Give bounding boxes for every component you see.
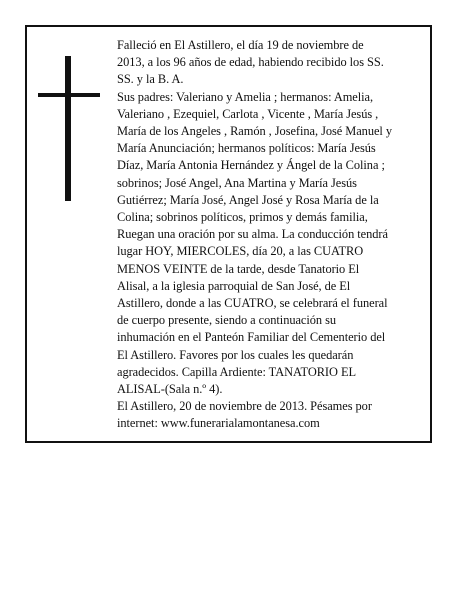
notice-line: internet: www.funerarialamontanesa.com (117, 416, 320, 431)
notice-line: ALISAL-(Sala n.º 4). (117, 382, 223, 397)
notice-line: Sus padres: Valeriano y Amelia ; hermanos: Amelia, (117, 89, 374, 104)
notice-line: María Anunciación; hermanos políticos: María Jesús (117, 141, 376, 156)
notice-line: Alisal, a la iglesia parroquial de San José, de El (117, 278, 351, 293)
notice-line: El Astillero, 20 de noviembre de 2013. Pésames por (117, 399, 372, 414)
notice-line: SS. y la B. A. (117, 72, 184, 87)
notice-line: Valeriano , Ezequiel, Carlota , Vicente , María Jesús , (117, 106, 379, 121)
notice-line: Colina; sobrinos políticos, primos y demás familia, (117, 210, 368, 225)
notice-line: María de los Angeles , Ramón , Josefina, José Manuel y (117, 124, 393, 139)
obituary-notice (25, 25, 432, 443)
notice-line: Astillero, donde a las CUATRO, se celebrará el funeral (117, 296, 388, 311)
notice-line: Díaz, María Antonia Hernández y Ángel de la Colina ; (117, 158, 385, 173)
notice-line: Ruegan una oración por su alma. La conducción tendrá (117, 227, 388, 242)
notice-line: de cuerpo presente, siendo a continuación su (117, 313, 337, 328)
cross-icon (38, 56, 100, 201)
notice-line: Gutiérrez; María José, Angel José y Rosa María de la (117, 192, 379, 207)
notice-line: Falleció en El Astillero, el día 19 de noviembre de (117, 38, 364, 52)
notice-line: 2013, a los 96 años de edad, habiendo recibido los SS. (117, 55, 384, 70)
notice-text (117, 37, 427, 433)
notice-line: lugar HOY, MIERCOLES, día 20, a las CUATRO (117, 244, 364, 259)
notice-line: MENOS VEINTE de la tarde, desde Tanatorio El (117, 261, 360, 276)
notice-line: El Astillero. Favores por los cuales les quedarán (117, 347, 354, 362)
notice-line: inhumación en el Panteón Familiar del Cementerio del (117, 330, 386, 345)
notice-line: sobrinos; José Angel, Ana Martina y María Jesús (117, 175, 357, 190)
notice-line: agradecidos. Capilla Ardiente: TANATORIO EL (117, 364, 356, 379)
